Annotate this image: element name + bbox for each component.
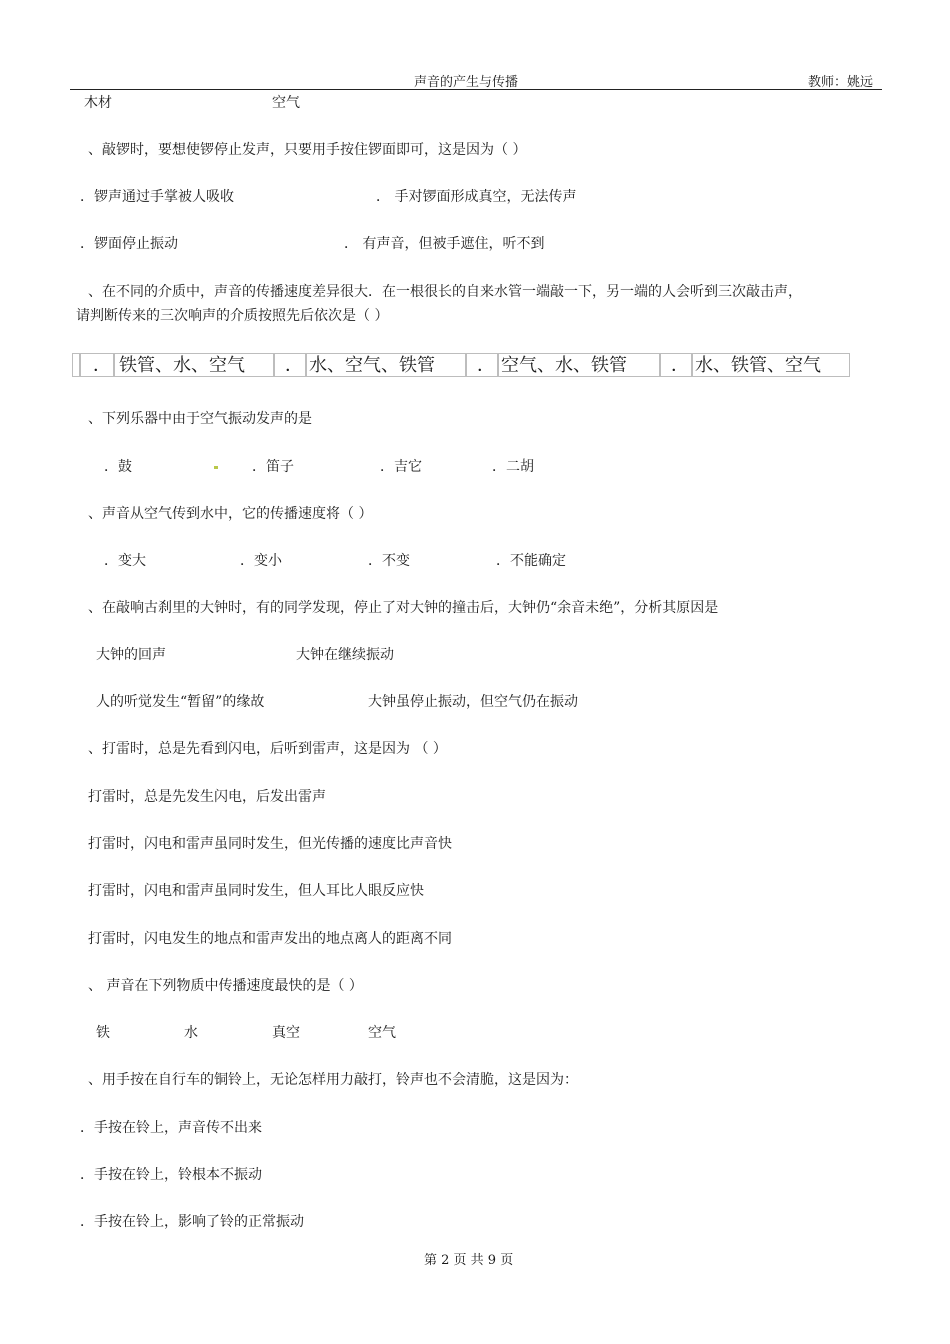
q2-option-b-mark: ． (274, 353, 306, 377)
q2-option-d-text: 水、铁管、空气 (692, 353, 850, 377)
q1-stem: 、敲锣时，要想使锣停止发声，只要用手按住锣面即可，这是因为（ ） (88, 142, 527, 158)
q5-stem: 、在敲响古刹里的大钟时，有的同学发现，停止了对大钟的撞击后，大钟仍“余音未绝”，分析其原因是 (88, 600, 719, 616)
q6-option-c: 打雷时，闪电和雷声虽同时发生，但人耳比人眼反应快 (88, 883, 424, 899)
header-title: 声音的产生与传播 (414, 75, 519, 90)
stray-mark (214, 466, 218, 469)
q7-option-b: 水 (184, 1025, 198, 1041)
q2-options-table (72, 353, 850, 377)
q4-option-d: ．不能确定 (496, 553, 566, 569)
q8-option-c: ．手按在铃上，影响了铃的正常振动 (80, 1214, 304, 1230)
q5-option-c: 人的听觉发生“暂留”的缘故 (96, 694, 265, 710)
q2-option-c-text: 空气、水、铁管 (498, 353, 660, 377)
q7-stem: 、 声音在下列物质中传播速度最快的是（ ） (88, 978, 363, 994)
q3-option-a: ．鼓 (104, 459, 132, 475)
q6-option-d: 打雷时，闪电发生的地点和雷声发出的地点离人的距离不同 (88, 931, 452, 947)
q8-option-b: ．手按在铃上，铃根本不振动 (80, 1167, 262, 1183)
q6-option-a: 打雷时，总是先发生闪电，后发出雷声 (88, 789, 326, 805)
q6-stem: 、打雷时，总是先看到闪电，后听到雷声，这是因为 （ ） (88, 741, 447, 757)
q2-option-b-text: 水、空气、铁管 (306, 353, 466, 377)
q4-option-c: ．不变 (368, 553, 410, 569)
q3-option-b: ．笛子 (252, 459, 294, 475)
q5-option-b: 大钟在继续振动 (296, 647, 394, 663)
header-teacher: 教师：姚远 (808, 75, 874, 90)
q1-option-d: ． 有声音，但被手遮住，听不到 (344, 236, 545, 252)
q4-option-a: ．变大 (104, 553, 146, 569)
q3-stem: 、下列乐器中由于空气振动发声的是 (88, 411, 312, 427)
q7-option-a: 铁 (96, 1025, 110, 1041)
q3-option-c: ．吉它 (380, 459, 422, 475)
q6-option-b: 打雷时，闪电和雷声虽同时发生，但光传播的速度比声音快 (88, 836, 452, 852)
q3-option-d: ．二胡 (492, 459, 534, 475)
q2-option-a-text: 铁管、水、空气 (114, 353, 274, 377)
q1-option-c: ．锣面停止振动 (80, 236, 178, 252)
page-number: 第 2 页 共 9 页 (424, 1253, 514, 1268)
q4-option-b: ．变小 (240, 553, 282, 569)
fragment-option-b: 空气 (272, 95, 300, 111)
header-rule (70, 89, 882, 90)
fragment-option-a: 木材 (84, 95, 112, 111)
q2-option-c-mark: ． (466, 353, 498, 377)
q2-stem-line1: 、在不同的介质中，声音的传播速度差异很大．在一根很长的自来水管一端敲一下，另一端的人会听到三次敲击声， (88, 284, 802, 300)
q8-option-a: ．手按在铃上，声音传不出来 (80, 1120, 262, 1136)
q5-option-d: 大钟虽停止振动，但空气仍在振动 (368, 694, 578, 710)
q2-option-d-mark: ． (660, 353, 692, 377)
q5-option-a: 大钟的回声 (96, 647, 166, 663)
q2-option-a-mark: ． (80, 353, 114, 377)
table-edge-cell (72, 353, 80, 377)
q4-stem: 、声音从空气传到水中，它的传播速度将（ ） (88, 506, 373, 522)
q7-option-c: 真空 (272, 1025, 300, 1041)
q7-option-d: 空气 (368, 1025, 396, 1041)
q8-stem: 、用手按在自行车的铜铃上，无论怎样用力敲打，铃声也不会清脆，这是因为： (88, 1072, 578, 1088)
q1-option-a: ．锣声通过手掌被人吸收 (80, 189, 234, 205)
q2-stem-line2: 请判断传来的三次响声的介质按照先后依次是（ ） (76, 308, 389, 324)
q1-option-b: ． 手对锣面形成真空，无法传声 (376, 189, 577, 205)
